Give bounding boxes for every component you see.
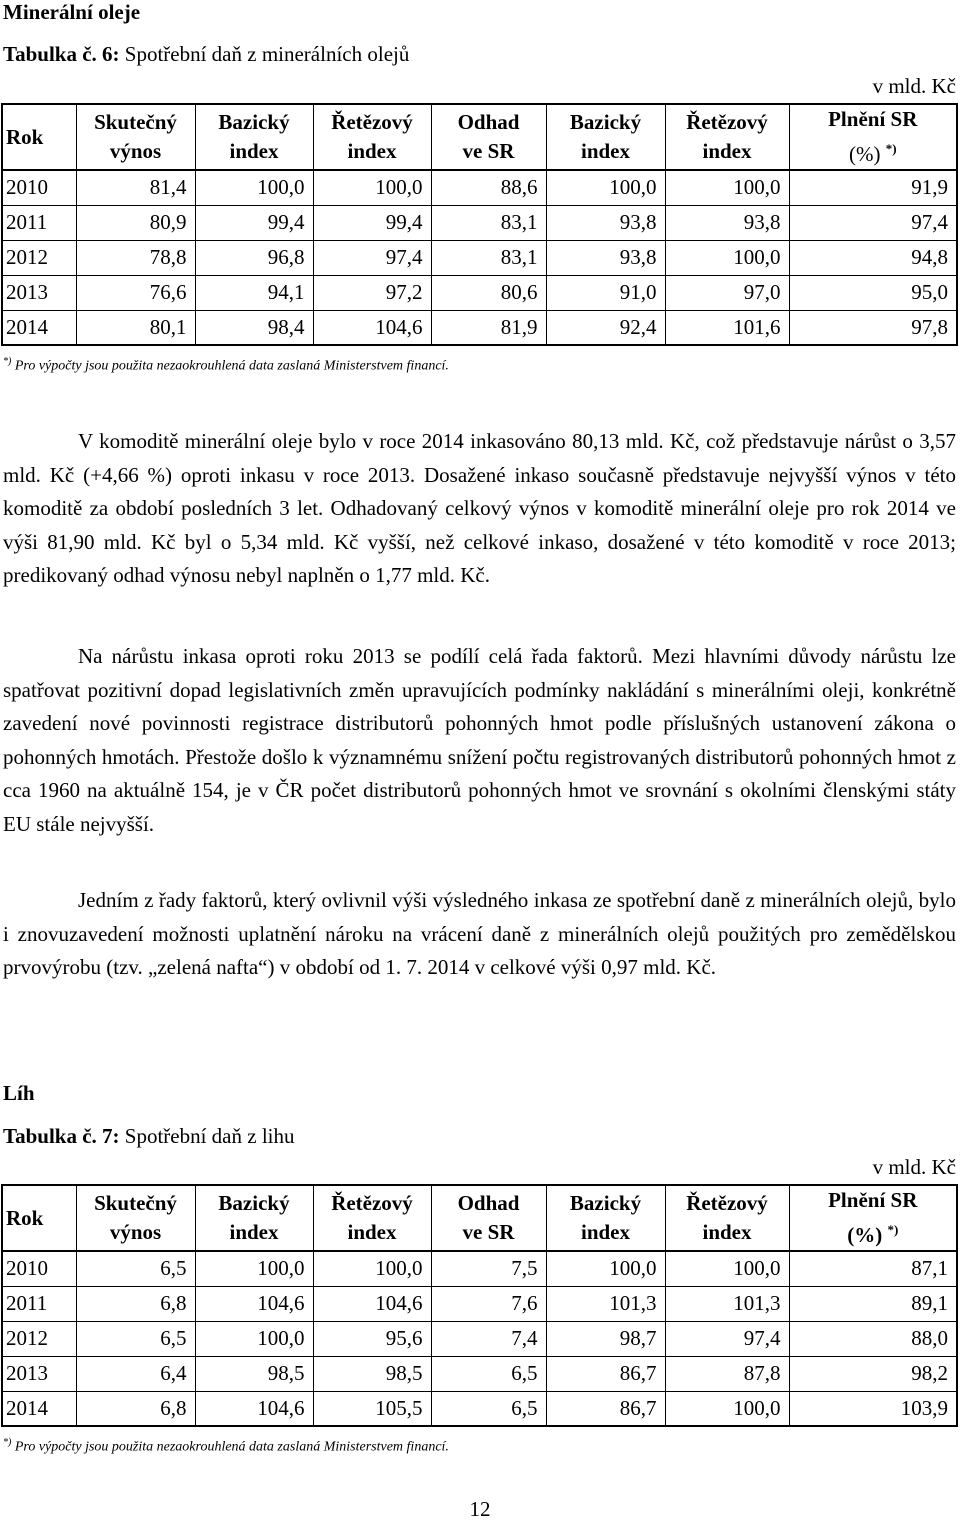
cell-odhad-ve-sr: 7,4 (431, 1321, 546, 1356)
header-bazicky-index-2: Bazický index (546, 1185, 665, 1251)
table-row (2, 205, 957, 240)
cell-bazicky-index-2: 91,0 (546, 275, 665, 310)
cell-rok: 2010 (2, 170, 76, 205)
cell-retezovy-index-2: 97,4 (665, 1321, 789, 1356)
cell-retezovy-index-2: 100,0 (665, 1391, 789, 1426)
cell-bazicky-index-2: 92,4 (546, 310, 665, 345)
table-6-number: Tabulka č. 6: (3, 42, 120, 66)
cell-skutecny-vynos: 6,5 (76, 1251, 195, 1286)
cell-bazicky-index-2: 100,0 (546, 1251, 665, 1286)
cell-rok: 2010 (2, 1251, 76, 1286)
table-header-row (2, 104, 957, 170)
header-retezovy-index-2: Řetězový index (665, 104, 789, 170)
cell-rok: 2013 (2, 275, 76, 310)
table-row (2, 1251, 957, 1286)
header-skutecny-vynos: Skutečný výnos (76, 104, 195, 170)
cell-skutecny-vynos: 80,9 (76, 205, 195, 240)
cell-plneni-sr: 88,0 (789, 1321, 957, 1356)
cell-bazicky-index-2: 100,0 (546, 170, 665, 205)
table-6-unit: v mld. Kč (872, 74, 956, 98)
table-7-unit: v mld. Kč (872, 1155, 956, 1179)
header-retezovy-index-2: Řetězový index (665, 1185, 789, 1251)
cell-retezovy-index: 98,5 (313, 1356, 431, 1391)
header-rok: Rok (2, 1185, 76, 1251)
table-header-row (2, 1185, 957, 1251)
cell-bazicky-index: 94,1 (195, 275, 313, 310)
table-row (2, 1286, 957, 1321)
cell-odhad-ve-sr: 7,5 (431, 1251, 546, 1286)
header-bazicky-index: Bazický index (195, 1185, 313, 1251)
header-plneni-sr: Plnění SR (%) *) (789, 1185, 957, 1251)
table-6-title (3, 42, 409, 67)
table-6-caption: Spotřební daň z minerálních olejů (119, 42, 410, 66)
cell-retezovy-index-2: 100,0 (665, 240, 789, 275)
cell-bazicky-index-2: 101,3 (546, 1286, 665, 1321)
header-retezovy-index: Řetězový index (313, 104, 431, 170)
cell-retezovy-index-2: 100,0 (665, 170, 789, 205)
page-number: 12 (469, 1497, 491, 1521)
cell-rok: 2012 (2, 240, 76, 275)
cell-retezovy-index: 95,6 (313, 1321, 431, 1356)
cell-odhad-ve-sr: 83,1 (431, 240, 546, 275)
header-odhad-ve-sr: Odhad ve SR (431, 1185, 546, 1251)
paragraph-3: Jedním z řady faktorů, který ovlivnil výši výsledného inkasa ze spotřební daně z minerálních olejů, bylo i znovuzavedení možnosti uplatnění nároku na vrácení daně z minerálních olejů použitých pro zemědělskou prvovýrobu (tzv. „zelená nafta“) v období od 1. 7. 2014 v celkové výši 0,97 mld. Kč. (3, 888, 956, 980)
cell-retezovy-index: 97,2 (313, 275, 431, 310)
cell-plneni-sr: 87,1 (789, 1251, 957, 1286)
cell-retezovy-index: 100,0 (313, 170, 431, 205)
cell-bazicky-index: 99,4 (195, 205, 313, 240)
header-odhad-ve-sr: Odhad ve SR (431, 104, 546, 170)
cell-plneni-sr: 103,9 (789, 1391, 957, 1426)
table-row (2, 1391, 957, 1426)
cell-retezovy-index-2: 97,0 (665, 275, 789, 310)
cell-retezovy-index: 99,4 (313, 205, 431, 240)
header-retezovy-index: Řetězový index (313, 1185, 431, 1251)
cell-plneni-sr: 97,4 (789, 205, 957, 240)
cell-rok: 2011 (2, 205, 76, 240)
cell-odhad-ve-sr: 81,9 (431, 310, 546, 345)
cell-bazicky-index-2: 98,7 (546, 1321, 665, 1356)
header-bazicky-index-2: Bazický index (546, 104, 665, 170)
cell-odhad-ve-sr: 6,5 (431, 1356, 546, 1391)
cell-odhad-ve-sr: 80,6 (431, 275, 546, 310)
cell-plneni-sr: 98,2 (789, 1356, 957, 1391)
header-bazicky-index: Bazický index (195, 104, 313, 170)
cell-plneni-sr: 89,1 (789, 1286, 957, 1321)
table-7-number: Tabulka č. 7: (3, 1124, 120, 1148)
header-plneni-sr: Plnění SR (%) *) (789, 104, 957, 170)
cell-skutecny-vynos: 6,8 (76, 1391, 195, 1426)
cell-bazicky-index: 104,6 (195, 1391, 313, 1426)
cell-bazicky-index: 104,6 (195, 1286, 313, 1321)
cell-rok: 2011 (2, 1286, 76, 1321)
table-row (2, 310, 957, 345)
cell-bazicky-index-2: 93,8 (546, 240, 665, 275)
table-row (2, 1321, 957, 1356)
cell-rok: 2012 (2, 1321, 76, 1356)
table-row (2, 240, 957, 275)
cell-retezovy-index: 100,0 (313, 1251, 431, 1286)
cell-rok: 2013 (2, 1356, 76, 1391)
table-6-footnote: *) Pro výpočty jsou použita nezaokrouhlená data zaslaná Ministerstvem financí. (3, 356, 449, 374)
cell-skutecny-vynos: 78,8 (76, 240, 195, 275)
cell-retezovy-index-2: 87,8 (665, 1356, 789, 1391)
cell-retezovy-index-2: 101,6 (665, 310, 789, 345)
cell-odhad-ve-sr: 7,6 (431, 1286, 546, 1321)
cell-bazicky-index: 100,0 (195, 1321, 313, 1356)
cell-bazicky-index: 100,0 (195, 1251, 313, 1286)
cell-plneni-sr: 95,0 (789, 275, 957, 310)
cell-skutecny-vynos: 76,6 (76, 275, 195, 310)
cell-bazicky-index-2: 93,8 (546, 205, 665, 240)
cell-plneni-sr: 97,8 (789, 310, 957, 345)
cell-bazicky-index-2: 86,7 (546, 1356, 665, 1391)
cell-skutecny-vynos: 6,4 (76, 1356, 195, 1391)
cell-bazicky-index: 100,0 (195, 170, 313, 205)
header-skutecny-vynos: Skutečný výnos (76, 1185, 195, 1251)
cell-bazicky-index: 98,5 (195, 1356, 313, 1391)
cell-odhad-ve-sr: 6,5 (431, 1391, 546, 1426)
table-row (2, 170, 957, 205)
paragraph-1: V komoditě minerální oleje bylo v roce 2014 inkasováno 80,13 mld. Kč, což představuje nárůst o 3,57 mld. Kč (+4,66 %) oproti inkasu v roce 2013. Dosažené inkaso současně představuje nejvyšší výnos v této komoditě za období posledních 3 let. Odhadovaný celkový výnos v komoditě minerální oleje pro rok 2014 ve výši 81,90 mld. Kč byl o 5,34 mld. Kč vyšší, než celkové inkaso, dosažené v této komoditě v roce 2013; predikovaný odhad výnosu nebyl naplněn o 1,77 mld. Kč. (3, 429, 956, 588)
table-6 (1, 103, 958, 346)
cell-odhad-ve-sr: 88,6 (431, 170, 546, 205)
cell-odhad-ve-sr: 83,1 (431, 205, 546, 240)
table-row (2, 1356, 957, 1391)
section-heading-mineral-oils: Minerální oleje (3, 0, 141, 24)
cell-bazicky-index-2: 86,7 (546, 1391, 665, 1426)
header-rok: Rok (2, 104, 76, 170)
table-7-title (3, 1124, 295, 1149)
table-7-caption: Spotřební daň z lihu (119, 1124, 295, 1148)
cell-skutecny-vynos: 6,5 (76, 1321, 195, 1356)
cell-retezovy-index: 105,5 (313, 1391, 431, 1426)
cell-retezovy-index-2: 101,3 (665, 1286, 789, 1321)
table-7 (1, 1184, 958, 1427)
cell-bazicky-index: 98,4 (195, 310, 313, 345)
cell-bazicky-index: 96,8 (195, 240, 313, 275)
cell-retezovy-index-2: 93,8 (665, 205, 789, 240)
cell-skutecny-vynos: 6,8 (76, 1286, 195, 1321)
cell-retezovy-index: 104,6 (313, 310, 431, 345)
cell-rok: 2014 (2, 1391, 76, 1426)
table-7-footnote: *) Pro výpočty jsou použita nezaokrouhlená data zaslaná Ministerstvem financí. (3, 1437, 449, 1455)
cell-plneni-sr: 94,8 (789, 240, 957, 275)
cell-retezovy-index: 97,4 (313, 240, 431, 275)
cell-skutecny-vynos: 80,1 (76, 310, 195, 345)
cell-rok: 2014 (2, 310, 76, 345)
table-row (2, 275, 957, 310)
cell-skutecny-vynos: 81,4 (76, 170, 195, 205)
cell-retezovy-index: 104,6 (313, 1286, 431, 1321)
section-heading-lih: Líh (3, 1081, 35, 1105)
paragraph-2: Na nárůstu inkasa oproti roku 2013 se podílí celá řada faktorů. Mezi hlavními důvody nárůstu lze spatřovat pozitivní dopad legislativních změn upravujících podmínky nakládání s minerálními oleji, konkrétně zavedení nové povinnosti registrace distributorů pohonných hmot podle příslušných ustanovení zákona o pohonných hmotách. Přestože došlo k významnému snížení počtu registrovaných distributorů pohonných hmot z cca 1960 na aktuálně 154, je v ČR počet distributorů pohonných hmot ve srovnání s okolními členskými státy EU stále nejvyšší. (3, 644, 956, 836)
cell-plneni-sr: 91,9 (789, 170, 957, 205)
cell-retezovy-index-2: 100,0 (665, 1251, 789, 1286)
